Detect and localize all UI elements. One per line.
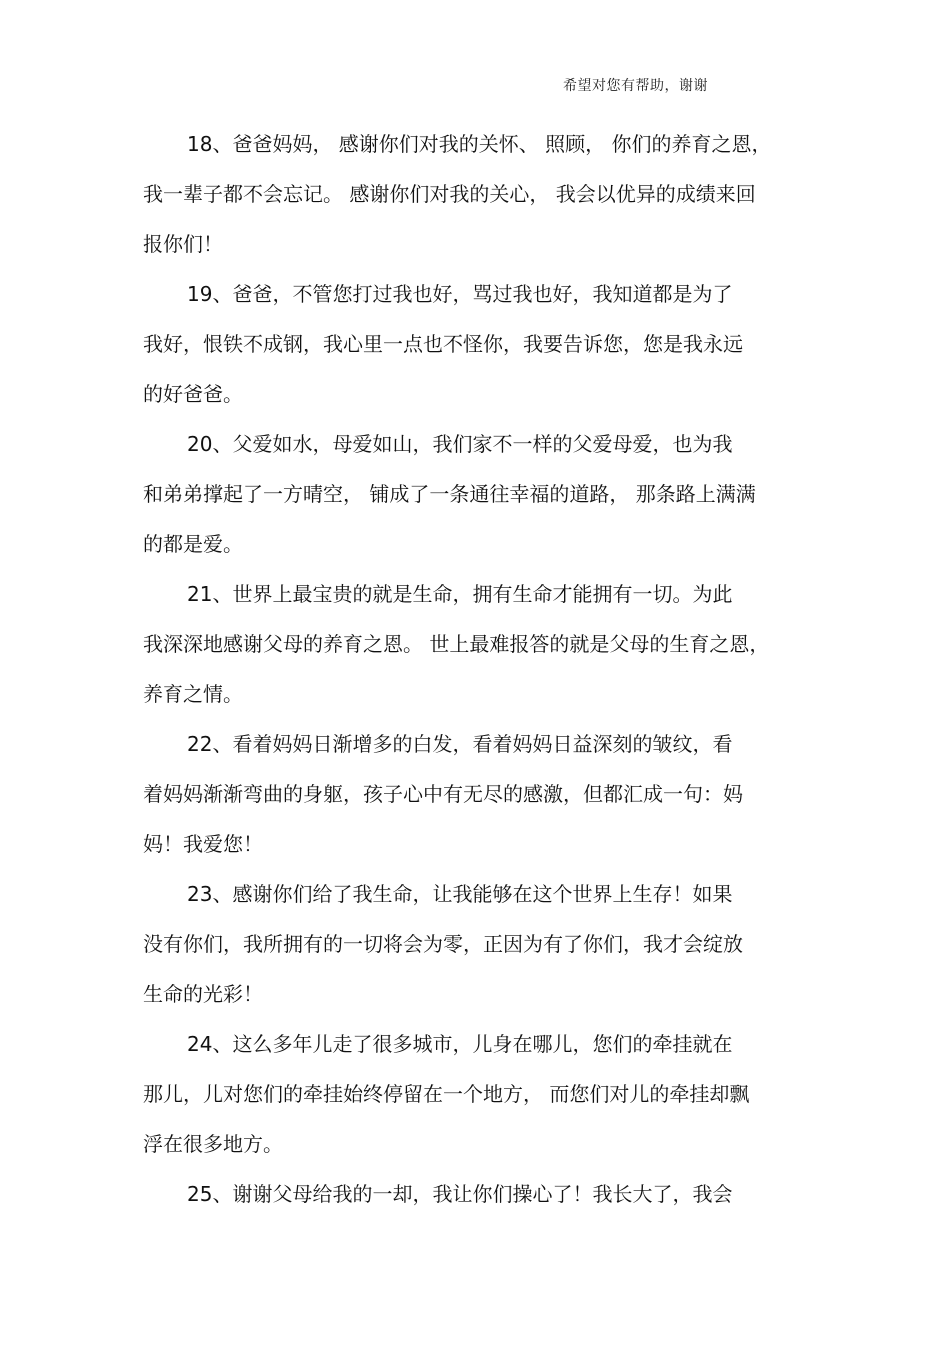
paragraph	[143, 124, 803, 274]
paragraph-line: 的好爸爸。	[143, 382, 243, 406]
paragraph-line: 着妈妈渐渐弯曲的身躯，孩子心中有无尽的感激，但都汇成一句：妈	[143, 782, 743, 806]
paragraph-line: 我好，恨铁不成钢，我心里一点也不怪你，我要告诉您，您是我永远	[143, 332, 743, 356]
paragraph-line: 24、这么多年儿走了很多城市，儿身在哪儿，您们的牵挂就在	[187, 1032, 733, 1056]
paragraph-line: 我深深地感谢父母的养育之恩。 世上最难报答的就是父母的生育之恩，	[143, 632, 770, 656]
paragraph	[143, 724, 803, 874]
paragraph	[143, 424, 803, 574]
paragraph-line: 25、谢谢父母给我的一却，我让你们操心了！我长大了，我会	[187, 1182, 733, 1206]
paragraph-line: 我一辈子都不会忘记。 感谢你们对我的关心， 我会以优异的成绩来回	[143, 182, 756, 206]
paragraph-line: 21、世界上最宝贵的就是生命，拥有生命才能拥有一切。为此	[187, 582, 733, 606]
paragraph	[143, 874, 803, 1024]
paragraph-line: 23、感谢你们给了我生命，让我能够在这个世界上生存！如果	[187, 882, 733, 906]
paragraph-line: 和弟弟撑起了一方晴空， 铺成了一条通往幸福的道路， 那条路上满满	[143, 482, 756, 506]
paragraph-line: 那儿，儿对您们的牵挂始终停留在一个地方， 而您们对儿的牵挂却飘	[143, 1082, 750, 1106]
paragraph-line: 报你们！	[143, 232, 223, 256]
paragraph-line: 浮在很多地方。	[143, 1132, 283, 1156]
paragraph-line: 养育之情。	[143, 682, 243, 706]
paragraph-line: 19、爸爸，不管您打过我也好，骂过我也好，我知道都是为了	[187, 282, 733, 306]
paragraph-line: 的都是爱。	[143, 532, 243, 556]
paragraph-line: 没有你们，我所拥有的一切将会为零，正因为有了你们，我才会绽放	[143, 932, 743, 956]
document-body	[143, 124, 803, 1224]
paragraph	[143, 574, 803, 724]
paragraph	[143, 274, 803, 424]
paragraph	[143, 1024, 803, 1174]
header-note: 希望对您有帮助，谢谢	[563, 78, 708, 94]
paragraph	[143, 1174, 803, 1224]
paragraph-line: 生命的光彩！	[143, 982, 263, 1006]
paragraph-line: 18、爸爸妈妈， 感谢你们对我的关怀、 照顾， 你们的养育之恩，	[187, 132, 772, 156]
paragraph-line: 22、看着妈妈日渐增多的白发，看着妈妈日益深刻的皱纹，看	[187, 732, 733, 756]
paragraph-line: 20、父爱如水，母爱如山，我们家不一样的父爱母爱，也为我	[187, 432, 733, 456]
paragraph-line: 妈！我爱您！	[143, 832, 263, 856]
